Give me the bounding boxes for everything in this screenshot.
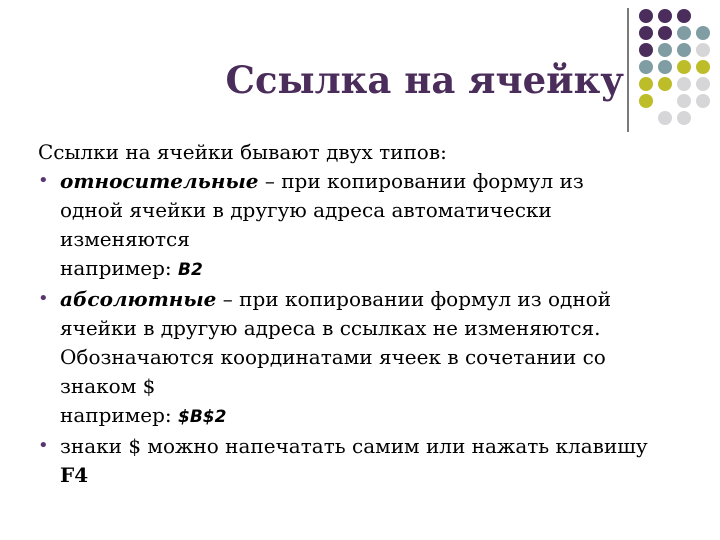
bullet-text-line: изменяются (60, 227, 190, 251)
bullet-f4 (38, 432, 708, 490)
decorative-dot (677, 77, 691, 91)
bullet-text-line: знаком $ (60, 374, 156, 398)
decorative-dot-grid (638, 8, 718, 138)
decorative-dot (658, 26, 672, 40)
decorative-dot (658, 111, 672, 125)
bullet-absolute (38, 285, 708, 401)
decorative-dot (677, 111, 691, 125)
bullet-relative (38, 167, 708, 254)
bullet-text: – при копировании формул из (258, 169, 584, 193)
decorative-dot (677, 9, 691, 23)
bullet-text-line: одной ячейки в другую адреса автоматически (60, 198, 552, 222)
decorative-dot (677, 94, 691, 108)
term-relative: относительные (60, 169, 259, 193)
slide-body (38, 138, 708, 490)
decorative-dot (696, 77, 710, 91)
example-label: например: (60, 256, 179, 280)
example-label: например: (60, 403, 179, 427)
decorative-dot (639, 60, 653, 74)
decorative-dot (677, 43, 691, 57)
decorative-dot (677, 60, 691, 74)
bullet-text-line: ячейки в другую адреса в ссылках не изменяются. (60, 316, 601, 340)
decorative-dot (696, 43, 710, 57)
bullet-icon: • (38, 170, 49, 191)
decorative-dot (658, 77, 672, 91)
decorative-dot (639, 9, 653, 23)
decorative-dot (658, 43, 672, 57)
example-absolute (38, 401, 708, 432)
example-relative (38, 254, 708, 285)
decorative-dot (696, 94, 710, 108)
decorative-dot (639, 26, 653, 40)
intro-text: Ссылки на ячейки бывают двух типов: (38, 140, 447, 164)
bullet-text-line: Обозначаются координатами ячеек в сочетании со (60, 345, 606, 369)
bullet-icon: • (38, 288, 49, 309)
bullet-icon: • (38, 435, 49, 456)
decorative-dot (639, 94, 653, 108)
example-ref: B2 (178, 260, 203, 280)
decorative-dot (696, 60, 710, 74)
decorative-dot (639, 43, 653, 57)
decorative-dot (677, 26, 691, 40)
example-ref: $B$2 (178, 407, 227, 427)
decorative-dot (658, 60, 672, 74)
bullet-text: – при копировании формул из одной (216, 287, 612, 311)
divider-line (627, 8, 629, 132)
decorative-dot (696, 26, 710, 40)
slide-title: Ссылка на ячейку (225, 58, 624, 102)
bullet-text: знаки $ можно напечатать самим или нажать клавишу (60, 434, 648, 458)
term-absolute: абсолютные (60, 287, 217, 311)
decorative-dot (639, 77, 653, 91)
decorative-dot (658, 9, 672, 23)
key-f4: F4 (60, 463, 89, 487)
